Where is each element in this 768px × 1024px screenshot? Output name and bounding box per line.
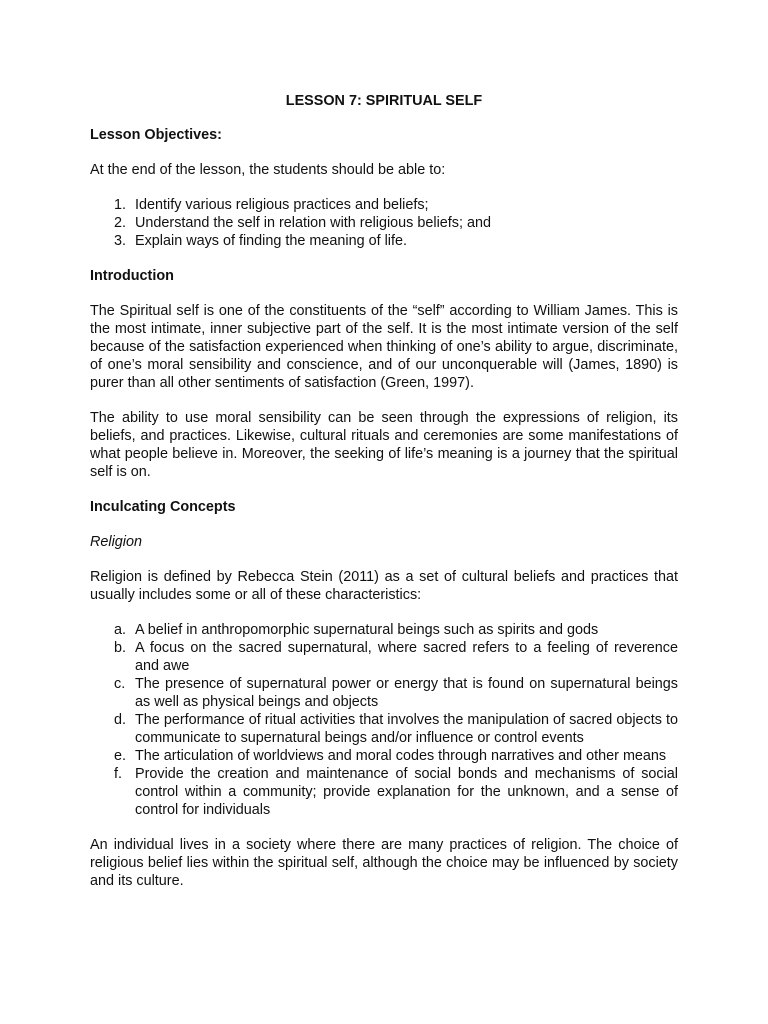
list-item xyxy=(90,621,678,639)
list-item xyxy=(90,765,678,819)
list-item xyxy=(90,711,678,747)
list-item-text: The presence of supernatural power or energy that is found on supernatural beings as well as physical beings and objects xyxy=(135,676,678,710)
objectives-intro: At the end of the lesson, the students should be able to: xyxy=(90,162,446,178)
introduction-paragraph: The ability to use moral sensibility can be seen through the expressions of religion, its beliefs, and practices. Likewise, cultural rituals and ceremonies are some manifestations of what people believe in. Moreover, the seeking of life’s meaning is a journey that the spiritual self is on. xyxy=(90,410,678,480)
document-page xyxy=(90,92,678,907)
characteristics-list xyxy=(90,621,678,819)
list-item-text: Provide the creation and maintenance of social bonds and mechanisms of social control within a community; provide explanation for the unknown, and a sense of control for individuals xyxy=(135,766,678,818)
list-item xyxy=(90,196,678,214)
list-marker: c. xyxy=(114,676,126,692)
list-item xyxy=(90,214,678,232)
closing-paragraph: An individual lives in a society where there are many practices of religion. The choice of religious belief lies within the spiritual self, although the choice may be influenced by society and its culture. xyxy=(90,837,678,889)
list-item-text: A focus on the sacred supernatural, where sacred refers to a feeling of reverence and awe xyxy=(135,640,678,674)
introduction-paragraph: The Spiritual self is one of the constituents of the “self” according to William James. This is the most intimate, inner subjective part of the self. It is the most intimate version of the self because of the satisfaction experienced when thinking of one’s ability to argue, discriminate, of one’s moral sensibility and conscience, and of our unconquerable will (James, 1890) is purer than all other sentiments of satisfaction (Green, 1997). xyxy=(90,303,678,391)
list-item-text: Understand the self in relation with religious beliefs; and xyxy=(135,215,491,231)
list-marker: d. xyxy=(114,712,127,728)
list-marker: 3. xyxy=(114,233,127,249)
list-marker: f. xyxy=(114,766,122,782)
list-item-text: Identify various religious practices and beliefs; xyxy=(135,197,429,213)
objectives-heading: Lesson Objectives: xyxy=(90,127,222,143)
list-item-text: Explain ways of finding the meaning of life. xyxy=(135,233,407,249)
list-item xyxy=(90,747,678,765)
list-item xyxy=(90,675,678,711)
lesson-title: LESSON 7: SPIRITUAL SELF xyxy=(285,93,483,109)
list-item-text: A belief in anthropomorphic supernatural beings such as spirits and gods xyxy=(135,622,599,638)
concepts-heading: Inculcating Concepts xyxy=(90,499,236,515)
list-item xyxy=(90,639,678,675)
list-item-text: The articulation of worldviews and moral codes through narratives and other means xyxy=(135,748,667,764)
objectives-list xyxy=(90,196,678,250)
list-item-text: The performance of ritual activities that involves the manipulation of sacred objects to communicate to supernatural beings and/or influence or control events xyxy=(135,712,678,746)
list-marker: b. xyxy=(114,640,127,656)
religion-definition: Religion is defined by Rebecca Stein (2011) as a set of cultural beliefs and practices that usually includes some or all of these characteristics: xyxy=(90,569,678,603)
list-marker: 2. xyxy=(114,215,127,231)
religion-subheading: Religion xyxy=(90,534,142,550)
list-item xyxy=(90,232,678,250)
list-marker: 1. xyxy=(114,197,127,213)
list-marker: e. xyxy=(114,748,127,764)
introduction-heading: Introduction xyxy=(90,268,174,284)
list-marker: a. xyxy=(114,622,127,638)
